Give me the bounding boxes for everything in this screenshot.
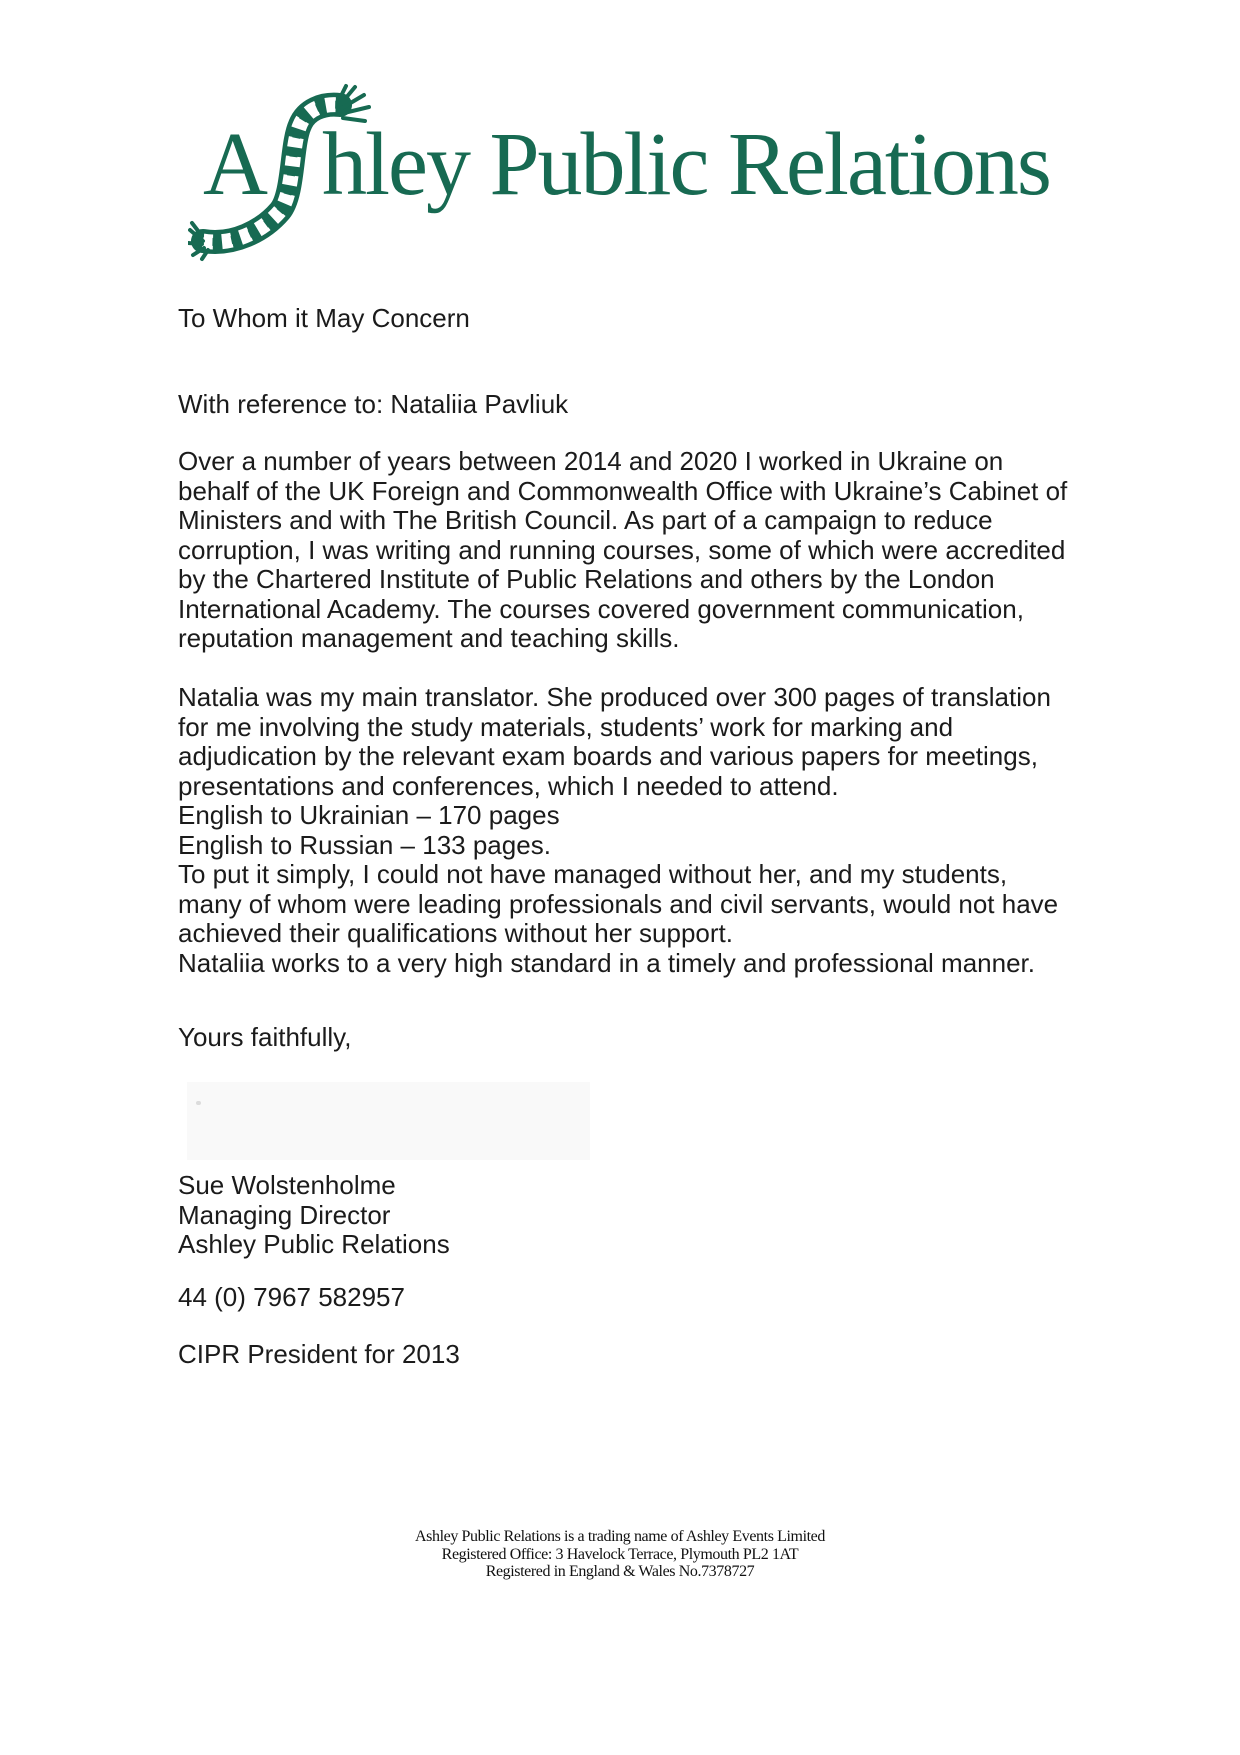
signatory-name: Sue Wolstenholme: [178, 1170, 396, 1200]
body-line: adjudication by the relevant exam boards and various papers for meetings,: [178, 741, 1038, 771]
body-line: for me involving the study materials, students’ work for marking and: [178, 711, 954, 742]
footer-line: Registered Office: 3 Havelock Terrace, Plymouth PL2 1AT: [441, 1545, 799, 1563]
body-paragraph-1: [178, 447, 1078, 654]
body-line: behalf of the UK Foreign and Commonwealth Office with Ukraine’s Cabinet of: [178, 475, 1068, 506]
signature-block: [178, 1171, 1078, 1260]
phone-line: [178, 1283, 1078, 1313]
footer-line: Ashley Public Relations is a trading name of Ashley Events Limited: [415, 1528, 825, 1545]
body-line: English to Russian – 133 pages.: [178, 829, 551, 860]
greeting-line: [178, 304, 1078, 334]
phone-number: 44 (0) 7967 582957: [178, 1282, 405, 1312]
closing-text: Yours faithfully,: [178, 1022, 352, 1052]
body-line: many of whom were leading professionals and civil servants, would not have: [178, 888, 1059, 919]
logo-letter-a: A: [203, 115, 266, 214]
signature-ink-dot: [196, 1101, 201, 1105]
signatory-title: Managing Director: [178, 1199, 391, 1230]
footer-line: Registered in England & Wales No.7378727: [485, 1563, 755, 1580]
body-line: Ministers and with The British Council. As part of a campaign to reduce: [178, 505, 993, 535]
body-line: English to Ukrainian – 170 pages: [178, 800, 560, 830]
body-line: presentations and conferences, which I needed to attend.: [178, 770, 839, 801]
body-line: Natalia was my main translator. She produced over 300 pages of translation: [178, 682, 1051, 712]
body-line: by the Chartered Institute of Public Relations and others by the London: [178, 564, 995, 594]
credential-text: CIPR President for 2013: [178, 1339, 460, 1369]
closing-line: [178, 1023, 1078, 1053]
body-line: Nataliia works to a very high standard in a timely and professional manner.: [178, 947, 1035, 978]
logo-wordmark: hley Public Relations: [322, 115, 1050, 214]
body-line: corruption, I was writing and running courses, some of which were accredited: [178, 534, 1066, 565]
body-line: reputation management and teaching skills.: [178, 623, 680, 653]
reference-text: With reference to: Nataliia Pavliuk: [178, 389, 569, 419]
body-paragraph-2: [178, 683, 1078, 978]
credential-line: [178, 1340, 1078, 1370]
footer-registration: [0, 1528, 1240, 1581]
body-line: achieved their qualifications without her support.: [178, 918, 733, 948]
signatory-company: Ashley Public Relations: [178, 1229, 450, 1259]
body-line: To put it simply, I could not have managed without her, and my students,: [178, 859, 1008, 889]
greeting-text: To Whom it May Concern: [178, 303, 470, 333]
signature-redacted-area: [187, 1082, 590, 1160]
body-line: Over a number of years between 2014 and 2020 I worked in Ukraine on: [178, 446, 1004, 476]
company-logo: [0, 0, 1240, 270]
reference-line: [178, 390, 1078, 420]
body-line: International Academy. The courses covered government communication,: [178, 593, 1024, 624]
